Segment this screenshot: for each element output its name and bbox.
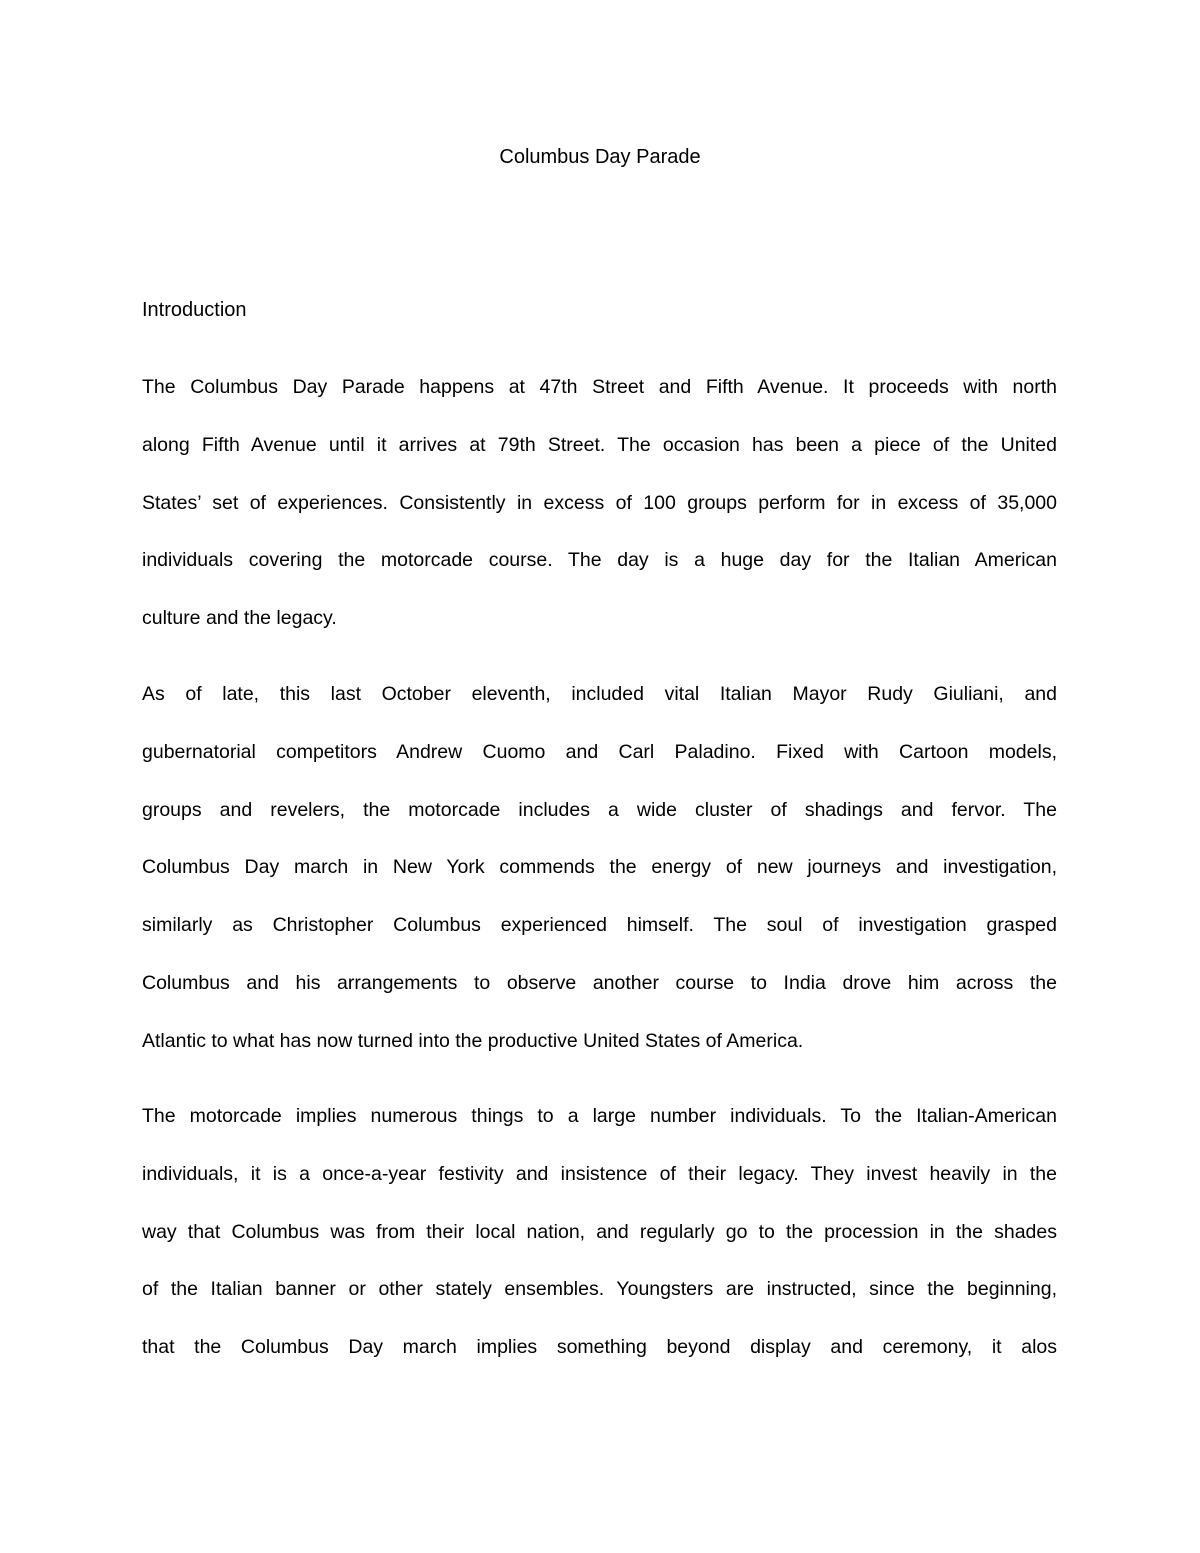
paragraph-line: The Columbus Day Parade happens at 47th Street and Fifth Avenue. It proceeds with north bbox=[142, 376, 1057, 398]
section-heading-introduction: Introduction bbox=[142, 299, 247, 321]
paragraph-line: States’ set of experiences. Consistently in excess of 100 groups perform for in excess of 35,000 bbox=[142, 491, 1057, 514]
paragraph-line: that the Columbus Day march implies something beyond display and ceremony, it alos bbox=[142, 1336, 1057, 1359]
paragraph-line: individuals covering the motorcade course. The day is a huge day for the Italian American bbox=[142, 549, 1057, 572]
paragraph-2 bbox=[142, 666, 1057, 1071]
paragraph-line: individuals, it is a once-a-year festivity and insistence of their legacy. They invest heavily in the bbox=[142, 1162, 1057, 1185]
paragraph-line: way that Columbus was from their local nation, and regularly go to the procession in the shades bbox=[142, 1220, 1057, 1243]
paragraph-line: of the Italian banner or other stately ensembles. Youngsters are instructed, since the beginning, bbox=[142, 1278, 1057, 1301]
paragraph-3 bbox=[142, 1088, 1057, 1377]
paragraph-line: along Fifth Avenue until it arrives at 79th Street. The occasion has been a piece of the United bbox=[142, 433, 1057, 456]
paragraph-1 bbox=[142, 359, 1057, 648]
paragraph-line: Columbus Day march in New York commends the energy of new journeys and investigation, bbox=[142, 856, 1057, 879]
paragraph-line: similarly as Christopher Columbus experienced himself. The soul of investigation grasped bbox=[142, 914, 1057, 937]
paragraph-line: Columbus and his arrangements to observe another course to India drove him across the bbox=[142, 971, 1057, 994]
paragraph-line: As of late, this last October eleventh, included vital Italian Mayor Rudy Giuliani, and bbox=[142, 683, 1057, 705]
paragraph-line: groups and revelers, the motorcade includes a wide cluster of shadings and fervor. The bbox=[142, 798, 1057, 821]
document-title: Columbus Day Parade bbox=[499, 146, 701, 168]
paragraph-line: gubernatorial competitors Andrew Cuomo and Carl Paladino. Fixed with Cartoon models, bbox=[142, 740, 1057, 763]
paragraph-line: Atlantic to what has now turned into the productive United States of America. bbox=[142, 1029, 804, 1052]
paragraph-line: The motorcade implies numerous things to a large number individuals. To the Italian-American bbox=[142, 1105, 1057, 1127]
paragraph-line: culture and the legacy. bbox=[142, 607, 337, 630]
